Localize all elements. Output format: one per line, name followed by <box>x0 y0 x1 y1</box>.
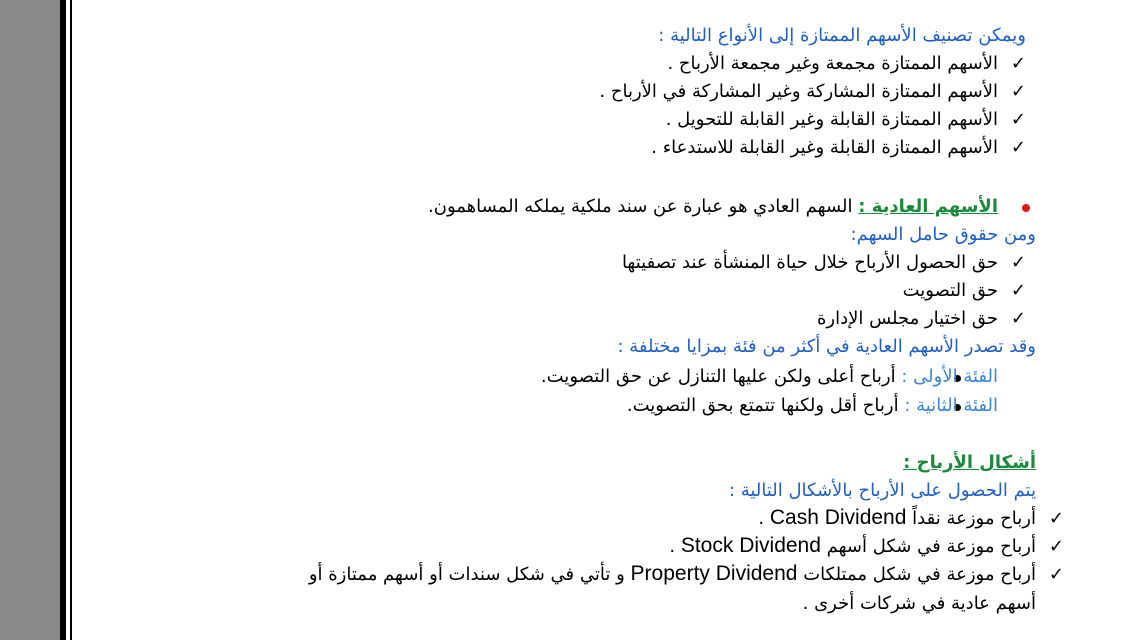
common-shares-paragraph <box>428 196 998 218</box>
list-item <box>758 507 1036 530</box>
check-icon: ✓ <box>1010 308 1026 329</box>
list-item <box>627 395 998 417</box>
common-shares-title: الأسهم العادية : <box>858 196 998 217</box>
list-item <box>541 366 998 388</box>
check-icon: ✓ <box>1048 508 1064 529</box>
dividend-type-ar: أرباح موزعة في شكل أسهم <box>826 536 1036 557</box>
class-text: أرباح أعلى ولكن عليها التنازل عن حق التصويت. <box>540 366 896 387</box>
check-icon: ✓ <box>1010 81 1026 102</box>
list-item-continuation: أسهم عادية في شركات أخرى . <box>802 593 1036 614</box>
dividend-type-en: Cash Dividend <box>769 506 907 529</box>
document-page <box>72 0 1136 640</box>
list-item <box>669 535 1036 558</box>
class-label: الفئة الأولى : <box>901 366 998 387</box>
check-icon: ✓ <box>1048 536 1064 557</box>
dividend-type-en: Property Dividend <box>630 562 798 585</box>
class-text: أرباح أقل ولكنها تتمتع بحق التصويت. <box>626 395 899 416</box>
page-margin-gray <box>0 0 60 640</box>
list-item: الأسهم الممتازة القابلة وغير القابلة للاستدعاء . <box>651 137 998 158</box>
dividend-type-ar: أرباح موزعة في شكل ممتلكات <box>803 564 1036 585</box>
rights-heading: ومن حقوق حامل السهم: <box>850 224 1036 245</box>
list-item: حق اختيار مجلس الإدارة <box>816 308 998 329</box>
dividend-type-en: Stock Dividend <box>680 534 821 557</box>
check-icon: ✓ <box>1010 53 1026 74</box>
check-icon: ✓ <box>1010 137 1026 158</box>
check-icon: ✓ <box>1010 109 1026 130</box>
page-border-thick <box>60 0 66 640</box>
dividend-type-end: . <box>758 508 765 529</box>
list-item: حق الحصول الأرباح خلال حياة المنشأة عند تصفيتها <box>621 252 998 273</box>
check-icon: ✓ <box>1010 252 1026 273</box>
check-icon: ✓ <box>1048 564 1064 585</box>
list-item: الأسهم الممتازة المشاركة وغير المشاركة في الأرباح . <box>599 81 998 102</box>
class-label: الفئة الثانية : <box>904 395 998 416</box>
dividend-type-end: . <box>669 536 676 557</box>
dividend-forms-title: أشكال الأرباح : <box>903 452 1036 473</box>
check-icon: ✓ <box>1010 280 1026 301</box>
dividend-forms-heading: يتم الحصول على الأرباح بالأشكال التالية : <box>729 480 1036 501</box>
dividend-type-ar: أرباح موزعة نقداً <box>912 508 1036 529</box>
red-bullet-icon <box>1022 204 1030 212</box>
dividend-type-end: و تأتي في شكل سندات أو أسهم ممتازة أو <box>308 564 625 585</box>
list-item <box>309 563 1036 586</box>
list-item: الأسهم الممتازة القابلة وغير القابلة للتحويل . <box>665 109 998 130</box>
section1-heading: ويمكن تصنيف الأسهم الممتازة إلى الأنواع التالية : <box>658 25 1026 46</box>
list-item: حق التصويت <box>902 280 998 301</box>
list-item: الأسهم الممتازة مجمعة وغير مجمعة الأرباح . <box>667 53 998 74</box>
classes-heading: وقد تصدر الأسهم العادية في أكثر من فئة بمزايا مختلفة : <box>617 336 1036 357</box>
common-shares-definition: السهم العادي هو عبارة عن سند ملكية يملكه المساهمون. <box>428 196 853 217</box>
